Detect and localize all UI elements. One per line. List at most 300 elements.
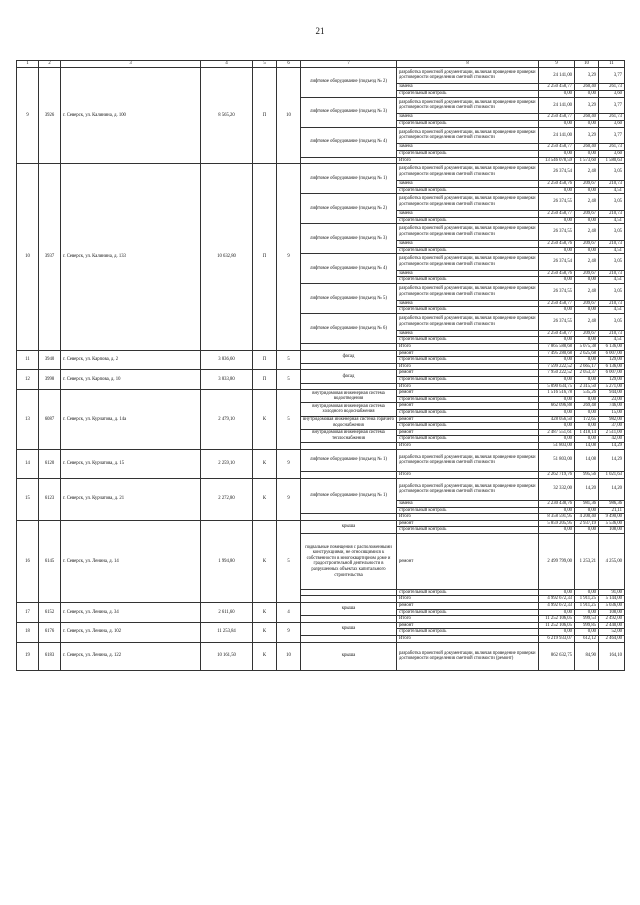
row-number: 9 [17, 67, 39, 164]
wall-material: П [253, 67, 277, 164]
work-item: замена [397, 210, 539, 217]
max-unit-cost: 91,00 [599, 589, 625, 596]
wall-material: К [253, 603, 277, 623]
work-type [301, 363, 397, 370]
unit-cost: 0,00 [575, 247, 599, 254]
work-type [301, 442, 397, 449]
unit-cost: 260,40 [575, 144, 599, 151]
max-unit-cost: 3,05 [599, 224, 625, 241]
max-unit-cost: 37,00 [599, 423, 625, 430]
floor-count: 5 [277, 350, 301, 370]
unit-cost: 999,53 [575, 616, 599, 623]
house-address: г. Северск, ул. Калинина, д. 100 [61, 67, 201, 164]
row-number: 10 [17, 164, 39, 351]
work-item: разработка проектной документации, включая проведение проверки достоверности определения сметной стоимости [397, 67, 539, 84]
max-unit-cost: 2 511,00 [599, 429, 625, 436]
unit-cost: 2 625,68 [575, 350, 599, 357]
house-area: 2 259,10 [201, 449, 253, 478]
max-unit-cost: 210,73 [599, 210, 625, 217]
unit-cost: 0,00 [575, 337, 599, 344]
capital-repair-table [16, 60, 625, 671]
cost-value: 0,00 [539, 277, 575, 284]
row-number: 11 [17, 350, 39, 370]
max-unit-cost: 2 492,00 [599, 616, 625, 623]
column-header: 8 [397, 61, 539, 68]
max-unit-cost: 6 136,00 [599, 344, 625, 351]
max-unit-cost: 3,77 [599, 67, 625, 84]
unit-cost: 2 665,17 [575, 363, 599, 370]
column-header: 2 [39, 61, 61, 68]
max-unit-cost: 3,60 [599, 150, 625, 157]
max-unit-cost: 982,00 [599, 416, 625, 423]
work-item: ремонт [397, 622, 539, 629]
work-item: Итого [397, 471, 539, 478]
unit-cost: 2,48 [575, 194, 599, 211]
work-item: замена [397, 144, 539, 151]
unit-cost: 1 911,25 [575, 596, 599, 603]
work-item: ремонт [397, 429, 539, 436]
work-type: крыша [301, 520, 397, 533]
cost-value: 2 250 458,77 [539, 84, 575, 91]
work-type [301, 616, 397, 623]
cost-value: 0,00 [539, 217, 575, 224]
work-item: Итого [397, 344, 539, 351]
work-type: лифтовое оборудование (подъезд № 3) [301, 97, 397, 127]
unit-cost: 14,20 [575, 478, 599, 500]
unit-cost: 209,67 [575, 270, 599, 277]
max-unit-cost: 4,51 [599, 277, 625, 284]
unit-cost: 2,48 [575, 284, 599, 301]
work-item: ремонт [397, 370, 539, 377]
unit-cost: 2,48 [575, 164, 599, 181]
cost-value: 7 495 280,68 [539, 350, 575, 357]
column-header: 6 [277, 61, 301, 68]
max-unit-cost: 1 580,63 [599, 157, 625, 164]
house-id: 3926 [39, 67, 61, 164]
cost-value: 0,00 [539, 589, 575, 596]
work-type: лифтовое оборудование (подъезд № 1) [301, 449, 397, 471]
wall-material: П [253, 370, 277, 390]
unit-cost: 1 253,21 [575, 533, 599, 589]
work-item: строительный контроль [397, 507, 539, 514]
unit-cost: 260,40 [575, 114, 599, 121]
cost-value: 5 859 205,95 [539, 520, 575, 527]
unit-cost: 0,00 [575, 423, 599, 430]
work-item: замена [397, 114, 539, 121]
floor-count: 9 [277, 478, 301, 520]
cost-value: 11 252 106,05 [539, 622, 575, 629]
table-row [17, 390, 625, 397]
cost-value: 0,00 [539, 629, 575, 636]
work-item: замена [397, 240, 539, 247]
cost-value: 8 358 591,95 [539, 514, 575, 521]
max-unit-cost: 3,77 [599, 127, 625, 144]
max-unit-cost: 4,51 [599, 337, 625, 344]
cost-value: 2 487 551,61 [539, 429, 575, 436]
unit-cost: 0,00 [575, 277, 599, 284]
unit-cost: 260,40 [575, 84, 599, 91]
max-unit-cost: 2 440,00 [599, 622, 625, 629]
house-address: г. Северск, ул. Калинина, д. 133 [61, 164, 201, 351]
max-unit-cost: 261,73 [599, 114, 625, 121]
cost-value: 0,00 [539, 90, 575, 97]
max-unit-cost: 164,10 [599, 642, 625, 670]
work-type [301, 383, 397, 390]
cost-value: 26 374,55 [539, 224, 575, 241]
work-item: строительный контроль [397, 217, 539, 224]
max-unit-cost: 3,60 [599, 90, 625, 97]
max-unit-cost: 4,51 [599, 247, 625, 254]
max-unit-cost: 14,29 [599, 442, 625, 449]
unit-cost: 0,00 [575, 217, 599, 224]
work-item: разработка проектной документации, включая проведение проверки достоверности определения сметной стоимости (ремонт) [397, 642, 539, 670]
work-type: лифтовое оборудование (подъезд № 2) [301, 194, 397, 224]
cost-value: 6 219 933,07 [539, 636, 575, 643]
cost-value: 13 546 078,59 [539, 157, 575, 164]
cost-value: 0,00 [539, 436, 575, 443]
cost-value: 0,00 [539, 409, 575, 416]
unit-cost: 209,67 [575, 330, 599, 337]
cost-value: 2 250 458,77 [539, 210, 575, 217]
cost-value: 7 599 222,52 [539, 363, 575, 370]
wall-material: К [253, 520, 277, 602]
work-item: замена [397, 300, 539, 307]
work-item: строительный контроль [397, 589, 539, 596]
work-type: внутридомовая инженерная система горячего водоснабжения [301, 416, 397, 429]
work-item: строительный контроль [397, 409, 539, 416]
cost-value: 5 090 634,75 [539, 383, 575, 390]
column-header: 5 [253, 61, 277, 68]
cost-value: 51 803,00 [539, 449, 575, 471]
work-item: разработка проектной документации, включая проведение проверки достоверности определения сметной стоимости [397, 284, 539, 301]
house-area: 2 611,60 [201, 603, 253, 623]
cost-value: 2 250 458,77 [539, 114, 575, 121]
unit-cost: 172,65 [575, 416, 599, 423]
max-unit-cost: 4,51 [599, 307, 625, 314]
work-type: лифтовое оборудование (подъезд № 4) [301, 127, 397, 157]
unit-cost: 0,00 [575, 377, 599, 384]
cost-value: 0,00 [539, 423, 575, 430]
unit-cost: 0,00 [575, 357, 599, 364]
max-unit-cost: 42,00 [599, 436, 625, 443]
work-item: строительный контроль [397, 609, 539, 616]
work-type [301, 344, 397, 351]
max-unit-cost: 23,00 [599, 396, 625, 403]
house-id: 6152 [39, 603, 61, 623]
unit-cost: 209,67 [575, 180, 599, 187]
cost-value: 0,00 [539, 527, 575, 534]
unit-cost: 0,00 [575, 589, 599, 596]
unit-cost: 0,00 [575, 409, 599, 416]
work-item: строительный контроль [397, 187, 539, 194]
table-row [17, 67, 625, 84]
column-header: 7 [301, 61, 397, 68]
unit-cost: 209,67 [575, 210, 599, 217]
work-type: подвальные помещения с расположенными конструкциями, не относящимися к собственности в многоквартирном доме и градостроительной деятельности в разрушенных объектах капитального строительства [301, 533, 397, 589]
work-item: Итого [397, 514, 539, 521]
max-unit-cost: 746,00 [599, 403, 625, 410]
house-id: 3940 [39, 350, 61, 370]
work-item: строительный контроль [397, 277, 539, 284]
table-row [17, 622, 625, 629]
work-type [301, 636, 397, 643]
house-area: 8 565,20 [201, 67, 253, 164]
house-area: 3 836,60 [201, 350, 253, 370]
max-unit-cost: 210,73 [599, 300, 625, 307]
max-unit-cost: 4,51 [599, 187, 625, 194]
work-type [301, 596, 397, 603]
work-type: лифтовое оборудование (подъезд № 4) [301, 254, 397, 284]
unit-cost: 4 200,40 [575, 514, 599, 521]
house-area: 2 272,80 [201, 478, 253, 520]
row-number: 13 [17, 390, 39, 449]
unit-cost: 999,85 [575, 622, 599, 629]
cost-value: 51 803,00 [539, 442, 575, 449]
unit-cost: 2,48 [575, 314, 599, 331]
unit-cost: 981,36 [575, 500, 599, 507]
max-unit-cost: 210,73 [599, 180, 625, 187]
house-area: 2 479,10 [201, 390, 253, 449]
unit-cost: 1 911,25 [575, 603, 599, 610]
work-item: строительный контроль [397, 307, 539, 314]
work-item: разработка проектной документации, включая проведение проверки достоверности определения сметной стоимости [397, 449, 539, 471]
work-type: внутридомовая инженерная система теплоснабжения [301, 429, 397, 442]
work-item: ремонт [397, 390, 539, 397]
max-unit-cost: 5 144,00 [599, 596, 625, 603]
work-item: Итого [397, 157, 539, 164]
max-unit-cost: 944,00 [599, 390, 625, 397]
work-item: разработка проектной документации, включая проведение проверки достоверности определения сметной стоимости [397, 127, 539, 144]
cost-value: 2 250 458,77 [539, 300, 575, 307]
max-unit-cost: 5 271,00 [599, 383, 625, 390]
cost-value: 2 250 458,77 [539, 330, 575, 337]
house-id: 6087 [39, 390, 61, 449]
cost-value: 2 250 458,76 [539, 180, 575, 187]
house-address: г. Северск, ул. Курчатова, д. 21 [61, 478, 201, 520]
cost-value: 0,00 [539, 187, 575, 194]
cost-value: 26 374,54 [539, 254, 575, 271]
wall-material: П [253, 350, 277, 370]
wall-material: К [253, 390, 277, 449]
unit-cost: 1 418,14 [575, 429, 599, 436]
house-area: 10 632,80 [201, 164, 253, 351]
work-item: строительный контроль [397, 527, 539, 534]
work-item: строительный контроль [397, 629, 539, 636]
max-unit-cost: 3,05 [599, 314, 625, 331]
column-header: 10 [575, 61, 599, 68]
work-item: разработка проектной документации, включая проведение проверки достоверности определения сметной стоимости [397, 314, 539, 331]
work-type: лифтовое оборудование (подъезд № 1) [301, 164, 397, 194]
unit-cost: 0,00 [575, 396, 599, 403]
max-unit-cost: 5 536,00 [599, 520, 625, 527]
row-number: 19 [17, 642, 39, 670]
cost-value: 0,00 [539, 150, 575, 157]
max-unit-cost: 108,00 [599, 609, 625, 616]
cost-value: 2 499 799,00 [539, 533, 575, 589]
cost-value: 26 374,55 [539, 194, 575, 211]
max-unit-cost: 3,60 [599, 120, 625, 127]
work-type: внутридомовая инженерная система водоотведения [301, 390, 397, 403]
cost-value: 24 141,00 [539, 97, 575, 114]
house-address: г. Северск, ул. Курчатова, д. 15 [61, 449, 201, 478]
row-number: 15 [17, 478, 39, 520]
cost-value: 0,00 [539, 507, 575, 514]
house-id: 6183 [39, 642, 61, 670]
column-header: 3 [61, 61, 201, 68]
table-row [17, 449, 625, 471]
table-row [17, 350, 625, 357]
column-header: 11 [599, 61, 625, 68]
cost-value: 0,00 [539, 396, 575, 403]
unit-cost: 0,00 [575, 629, 599, 636]
work-item: Итого [397, 636, 539, 643]
max-unit-cost: 210,73 [599, 270, 625, 277]
unit-cost: 14,08 [575, 442, 599, 449]
max-unit-cost: 2 464,00 [599, 636, 625, 643]
max-unit-cost: 9 490,00 [599, 514, 625, 521]
work-type: фасад [301, 370, 397, 383]
row-number: 16 [17, 520, 39, 602]
unit-cost: 3,29 [575, 127, 599, 144]
max-unit-cost: 6 007,00 [599, 370, 625, 377]
cost-value: 2 230 438,76 [539, 500, 575, 507]
work-type [301, 157, 397, 164]
work-item: замена [397, 84, 539, 91]
work-item: строительный контроль [397, 150, 539, 157]
max-unit-cost: 4 255,00 [599, 533, 625, 589]
house-area: 3 833,80 [201, 370, 253, 390]
house-area: 10 161,50 [201, 642, 253, 670]
unit-cost: 0,00 [575, 90, 599, 97]
work-type: крыша [301, 642, 397, 670]
wall-material: К [253, 622, 277, 642]
work-item: разработка проектной документации, включая проведение проверки достоверности определения сметной стоимости [397, 164, 539, 181]
cost-value: 32 332,00 [539, 478, 575, 500]
cost-value: 2 250 458,76 [539, 270, 575, 277]
unit-cost: 2 937,19 [575, 520, 599, 527]
work-type: внутридомовая инженерная система холодного водоснабжения [301, 403, 397, 416]
cost-value: 428 056,50 [539, 416, 575, 423]
work-type: лифтовое оборудование (подъезд № 5) [301, 284, 397, 314]
max-unit-cost: 3,77 [599, 97, 625, 114]
unit-cost: 612,12 [575, 636, 599, 643]
house-id: 6176 [39, 622, 61, 642]
max-unit-cost: 15,00 [599, 409, 625, 416]
cost-value: 26 374,54 [539, 164, 575, 181]
cost-value: 11 252 106,05 [539, 616, 575, 623]
work-item: разработка проектной документации, включая проведение проверки достоверности определения сметной стоимости [397, 224, 539, 241]
floor-count: 10 [277, 67, 301, 164]
cost-value: 2 250 458,76 [539, 240, 575, 247]
row-number: 18 [17, 622, 39, 642]
house-id: 3998 [39, 370, 61, 390]
column-header: 9 [539, 61, 575, 68]
work-item: Итого [397, 596, 539, 603]
max-unit-cost: 3,05 [599, 164, 625, 181]
floor-count: 9 [277, 622, 301, 642]
table-row [17, 370, 625, 377]
unit-cost: 0,00 [575, 609, 599, 616]
work-item: строительный контроль [397, 120, 539, 127]
max-unit-cost: 5 036,00 [599, 603, 625, 610]
max-unit-cost: 3,05 [599, 254, 625, 271]
work-item: Итого [397, 616, 539, 623]
unit-cost: 0,00 [575, 150, 599, 157]
max-unit-cost: 4,51 [599, 217, 625, 224]
cost-value: 26 374,55 [539, 284, 575, 301]
table-row [17, 520, 625, 527]
work-item: Итого [397, 383, 539, 390]
cost-value: 0,00 [539, 609, 575, 616]
max-unit-cost: 1 021,63 [599, 471, 625, 478]
cost-value: 4 992 672,33 [539, 596, 575, 603]
table-row [17, 603, 625, 610]
work-item: ремонт [397, 533, 539, 589]
work-type [301, 471, 397, 478]
floor-count: 5 [277, 520, 301, 602]
work-item: ремонт [397, 350, 539, 357]
floor-count: 9 [277, 449, 301, 478]
wall-material: П [253, 164, 277, 351]
work-type: лифтовое оборудование (подъезд № 1) [301, 478, 397, 514]
work-item: строительный контроль [397, 337, 539, 344]
cost-value: 0,00 [539, 337, 575, 344]
cost-value: 26 374,55 [539, 314, 575, 331]
cost-value: 2 262 719,76 [539, 471, 575, 478]
max-unit-cost: 210,73 [599, 240, 625, 247]
unit-cost: 14,08 [575, 449, 599, 471]
work-item: ремонт [397, 603, 539, 610]
floor-count: 5 [277, 370, 301, 390]
max-unit-cost: 6 007,00 [599, 350, 625, 357]
cost-value: 24 141,00 [539, 127, 575, 144]
row-number: 17 [17, 603, 39, 623]
unit-cost: 0,00 [575, 120, 599, 127]
house-id: 6123 [39, 478, 61, 520]
work-item: строительный контроль [397, 357, 539, 364]
cost-value: 862 632,75 [539, 642, 575, 670]
unit-cost: 3,29 [575, 97, 599, 114]
max-unit-cost: 3,05 [599, 194, 625, 211]
house-address: г. Северск, ул. Ленина, д. 14 [61, 520, 201, 602]
unit-cost: 535,26 [575, 390, 599, 397]
work-type: фасад [301, 350, 397, 363]
unit-cost: 2 315,50 [575, 383, 599, 390]
wall-material: К [253, 449, 277, 478]
wall-material: К [253, 478, 277, 520]
unit-cost: 0,00 [575, 187, 599, 194]
header-row [17, 61, 625, 68]
cost-value: 0,00 [539, 120, 575, 127]
cost-value: 0,00 [539, 377, 575, 384]
max-unit-cost: 261,73 [599, 144, 625, 151]
max-unit-cost: 14,29 [599, 449, 625, 471]
work-item: строительный контроль [397, 423, 539, 430]
cost-value: 0,00 [539, 307, 575, 314]
work-type: лифтовое оборудование (подъезд № 2) [301, 67, 397, 97]
cost-value: 24 141,00 [539, 67, 575, 84]
max-unit-cost: 14,20 [599, 478, 625, 500]
max-unit-cost: 6 136,00 [599, 363, 625, 370]
house-address: г. Северск, ул. Ленина, д. 34 [61, 603, 201, 623]
work-item: Итого [397, 442, 539, 449]
work-item: строительный контроль [397, 90, 539, 97]
cost-value: 662 096,88 [539, 403, 575, 410]
wall-material: К [253, 642, 277, 670]
cost-value: 2 250 458,77 [539, 144, 575, 151]
work-type: крыша [301, 603, 397, 616]
work-item: замена [397, 330, 539, 337]
